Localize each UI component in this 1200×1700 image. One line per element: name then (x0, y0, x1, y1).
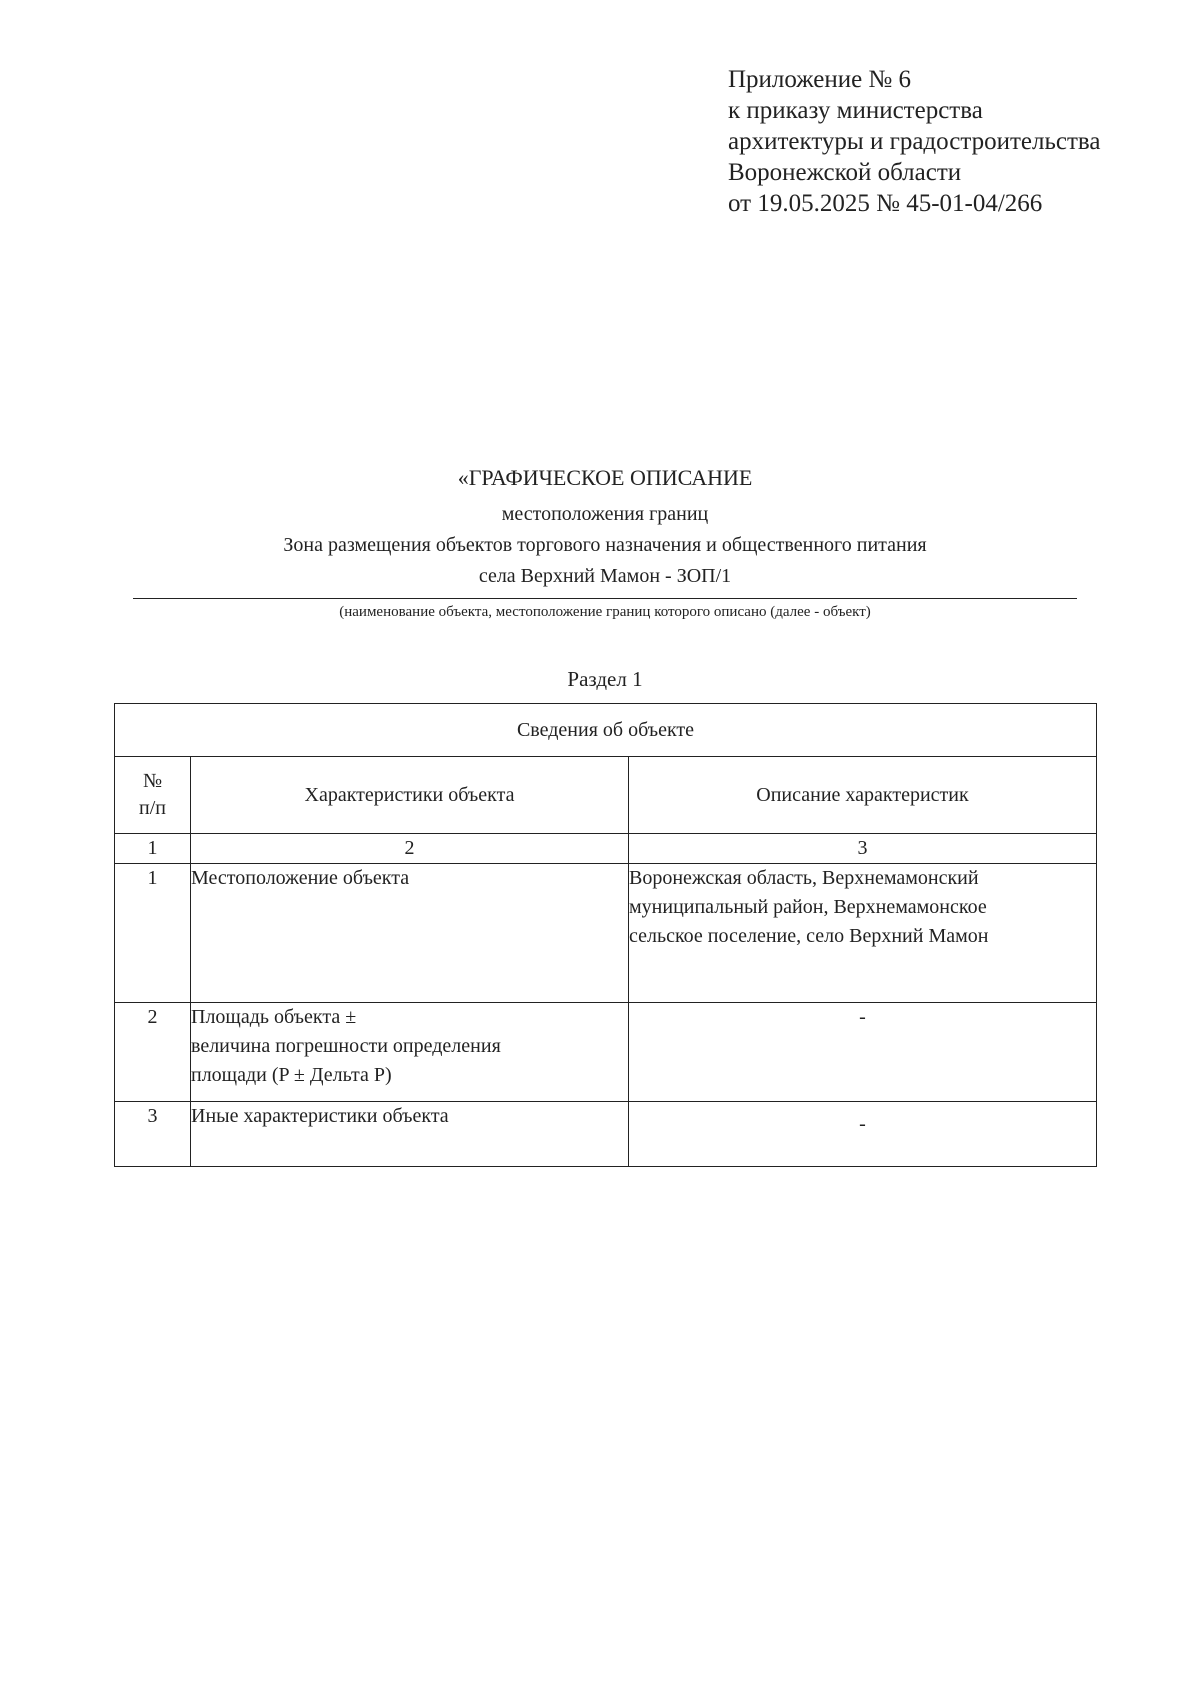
row-number: 2 (115, 1003, 191, 1102)
column-number: 2 (191, 834, 629, 864)
column-header-num-line: п/п (139, 797, 166, 819)
row-description (629, 864, 1097, 1003)
row-description: - (629, 1102, 1097, 1167)
column-header-row (115, 757, 1097, 834)
object-name (130, 499, 1080, 592)
table-header: Сведения об объекте (115, 704, 1097, 757)
section-label: Раздел 1 (567, 667, 643, 691)
row-characteristic (191, 1102, 629, 1167)
object-caption: (наименование объекта, местоположение границ которого описано (далее - объект) (339, 604, 871, 620)
object-info-table (114, 703, 1097, 1167)
column-header-num (115, 757, 191, 834)
document-title: «ГРАФИЧЕСКОЕ ОПИСАНИЕ (457, 465, 753, 490)
characteristic-line: Местоположение объекта (191, 867, 410, 889)
characteristic-line: Иные характеристики объекта (191, 1105, 449, 1127)
description-line: муниципальный район, Верхнемамонское (629, 896, 987, 918)
appendix-line: от 19.05.2025 № 45-01-04/266 (728, 190, 1043, 217)
characteristic-line: Площадь объекта ± (191, 1006, 357, 1028)
column-number: 1 (115, 834, 191, 864)
appendix-line: Приложение № 6 (728, 66, 912, 93)
subtitle-line: села Верхний Мамон - ЗОП/1 (478, 565, 732, 587)
row-number: 3 (115, 1102, 191, 1167)
column-number-row (115, 834, 1097, 864)
column-header-characteristics: Характеристики объекта (191, 757, 629, 834)
table-header-row (115, 704, 1097, 757)
table-row (115, 1003, 1097, 1102)
underline-rule (133, 598, 1077, 599)
row-characteristic (191, 864, 629, 1003)
table-row (115, 864, 1097, 1003)
appendix-line: архитектуры и градостроительства (728, 128, 1101, 155)
description-line: Воронежская область, Верхнемамонский (629, 867, 979, 889)
column-number: 3 (629, 834, 1097, 864)
column-header-num-line: № (142, 770, 163, 792)
table-row (115, 1102, 1097, 1167)
subtitle-line: местоположения границ (501, 503, 709, 525)
characteristic-line: площади (P ± Дельта P) (191, 1064, 392, 1086)
row-characteristic (191, 1003, 629, 1102)
characteristic-line: величина погрешности определения (191, 1035, 501, 1057)
description-line: сельское поселение, село Верхний Мамон (629, 925, 989, 947)
appendix-line: Воронежской области (728, 159, 962, 186)
subtitle-line: Зона размещения объектов торгового назначения и общественного питания (283, 534, 927, 556)
row-number: 1 (115, 864, 191, 1003)
appendix-block (728, 64, 1100, 219)
row-description: - (629, 1003, 1097, 1102)
appendix-line: к приказу министерства (728, 97, 983, 124)
column-header-description: Описание характеристик (629, 757, 1097, 834)
